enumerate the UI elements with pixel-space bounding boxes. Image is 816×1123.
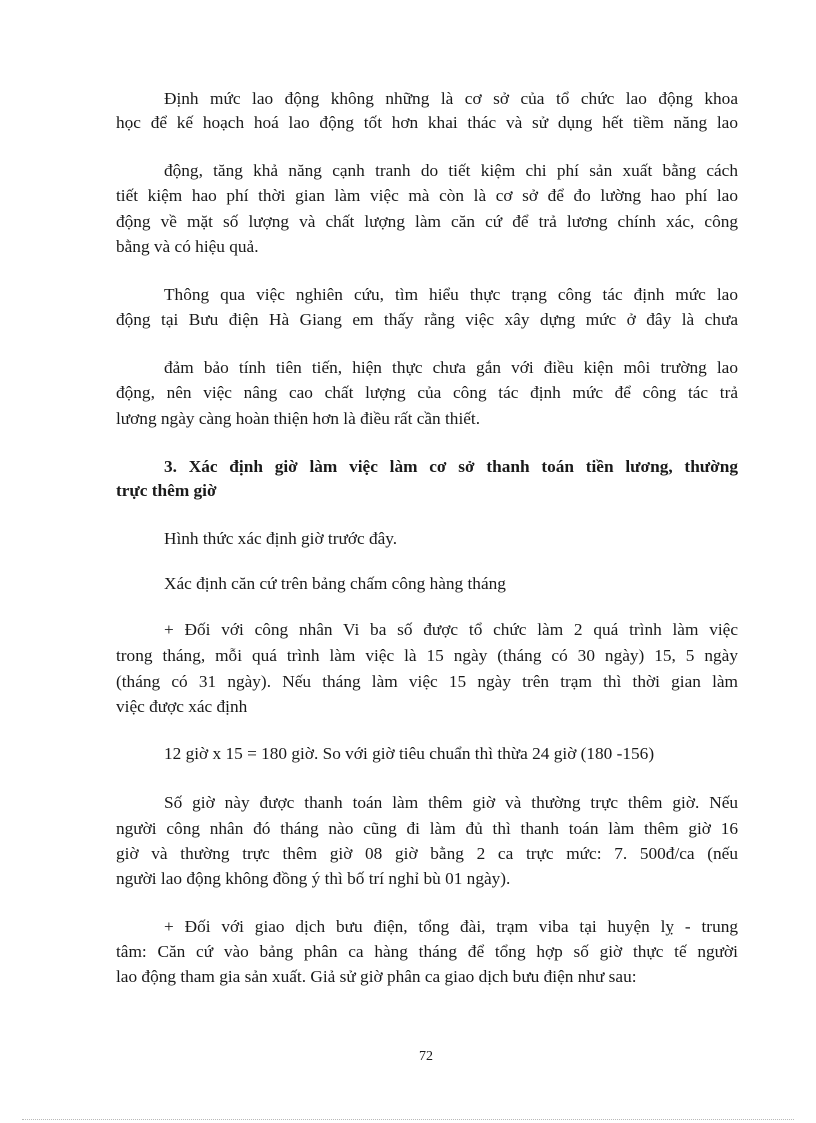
section-heading: 3. Xác định giờ làm việc làm cơ sở thanh toán tiền lương, thường [164,457,738,476]
paragraph-line: học để kế hoạch hoá lao động tốt hơn khai thác và sử dụng hết tiềm năng lao [116,113,738,132]
paragraph-line: Hình thức xác định giờ trước đây. [164,529,398,548]
paragraph-line: (tháng có 31 ngày). Nếu tháng làm việc 15 ngày trên trạm thì thời gian làm [116,672,738,691]
paragraph-line: Định mức lao động không những là cơ sở của tổ chức lao động khoa [164,89,738,108]
page-divider [22,1119,794,1120]
paragraph-line: giờ và thường trực thêm giờ 08 giờ bằng 2 ca trực mức: 7. 500đ/ca (nếu [116,844,738,863]
paragraph-line: việc được xác định [116,697,248,716]
paragraph-line: lương ngày càng hoàn thiện hơn là điều rất cần thiết. [116,409,481,428]
section-heading: trực thêm giờ [116,481,217,500]
paragraph-line: Số giờ này được thanh toán làm thêm giờ và thường trực thêm giờ. Nếu [164,793,738,812]
paragraph-line: + Đối với giao dịch bưu điện, tổng đài, trạm viba tại huyện lỵ - trung [164,917,738,936]
paragraph-line: người công nhân đó tháng nào cũng đi làm đủ thì thanh toán làm thêm giờ 16 [116,819,738,838]
paragraph-line: Xác định căn cứ trên bảng chấm công hàng tháng [164,574,506,593]
paragraph-line: + Đối với công nhân Vi ba số được tổ chức làm 2 quá trình làm việc [164,620,738,639]
page-number: 72 [419,1049,433,1064]
paragraph-line: người lao động không đồng ý thì bố trí nghỉ bù 01 ngày). [116,869,511,888]
paragraph-line: tâm: Căn cứ vào bảng phân ca hàng tháng để tổng hợp số giờ thực tế người [116,942,738,961]
paragraph-line: động, nên việc nâng cao chất lượng của công tác định mức để công tác trả [116,383,738,402]
paragraph-line: động, tăng khả năng cạnh tranh do tiết kiệm chi phí sản xuất bằng cách [164,161,738,180]
paragraph-line: 12 giờ x 15 = 180 giờ. So với giờ tiêu chuẩn thì thừa 24 giờ (180 -156) [164,744,655,763]
paragraph-line: động tại Bưu điện Hà Giang em thấy rằng việc xây dựng mức ở đây là chưa [116,310,738,329]
paragraph-line: lao động tham gia sản xuất. Giả sử giờ phân ca giao dịch bưu điện như sau: [116,967,637,986]
paragraph-line: động về mặt số lượng và chất lượng làm căn cứ để trả lương chính xác, công [116,212,738,231]
paragraph-line: bằng và có hiệu quả. [116,237,259,256]
paragraph-line: trong tháng, mỗi quá trình làm việc là 15 ngày (tháng có 30 ngày) 15, 5 ngày [116,646,738,665]
paragraph-line: Thông qua việc nghiên cứu, tìm hiểu thực trạng công tác định mức lao [164,285,738,304]
paragraph-line: tiết kiệm hao phí thời gian làm việc mà còn là cơ sở để đo lường hao phí lao [116,186,738,205]
paragraph-line: đảm bảo tính tiên tiến, hiện thực chưa gắn với điều kiện môi trường lao [164,358,738,377]
